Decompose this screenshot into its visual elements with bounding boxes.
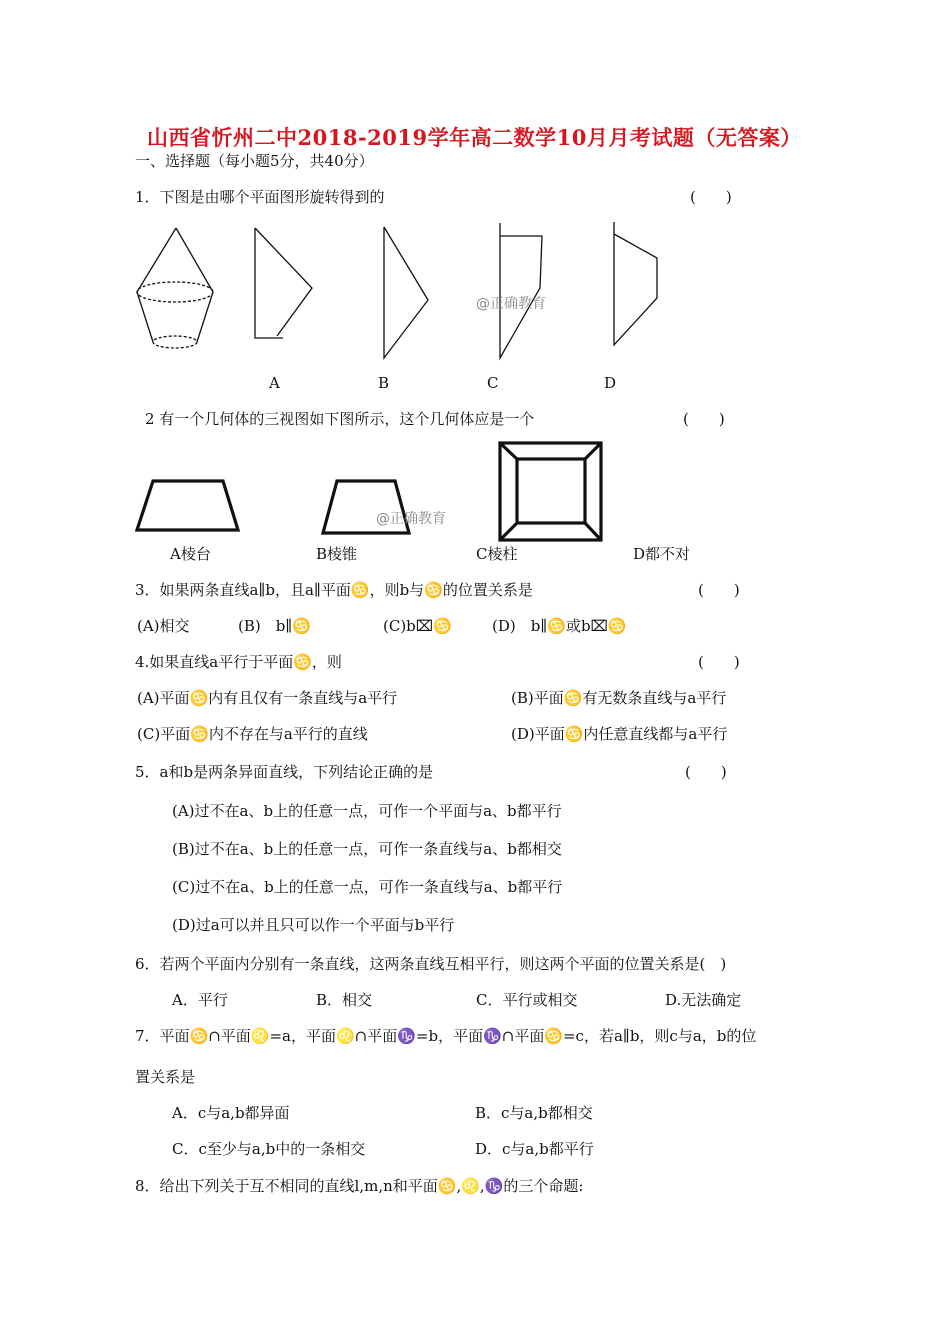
q6-option-c: C．平行或相交 bbox=[476, 991, 578, 1009]
q3-stem: 3．如果两条直线a∥b，且a∥平面♋，则b与♋的位置关系是 bbox=[135, 581, 533, 599]
q7-stem-line2: 置关系是 bbox=[135, 1068, 196, 1086]
q7-option-c: C．c至少与a,b中的一条相交 bbox=[172, 1140, 366, 1158]
q6-stem: 6．若两个平面内分别有一条直线，这两条直线互相平行，则这两个平面的位置关系是( ) bbox=[135, 955, 727, 973]
page-title: 山西省忻州二中2018-2019学年高二数学10月月考试题（无答案） bbox=[147, 125, 802, 150]
q6-option-d: D.无法确定 bbox=[665, 991, 742, 1009]
q3-option-a: (A)相交 bbox=[137, 617, 190, 635]
q7-option-a: A．c与a,b都异面 bbox=[172, 1104, 290, 1122]
q3-answer-paren: ( ) bbox=[698, 581, 740, 599]
top-view bbox=[500, 443, 601, 540]
q4-option-b: (B)平面♋有无数条直线与a平行 bbox=[511, 689, 727, 707]
q1-answer-paren: ( ) bbox=[690, 188, 732, 206]
q8-stem: 8．给出下列关于互不相同的直线l,m,n和平面♋,♌,♑的三个命题: bbox=[135, 1177, 584, 1195]
q4-stem: 4.如果直线a平行于平面♋，则 bbox=[135, 653, 342, 671]
q5-option-c: (C)过不在a、b上的任意一点，可作一条直线与a、b都平行 bbox=[172, 878, 563, 896]
q5-stem: 5．a和b是两条异面直线，下列结论正确的是 bbox=[135, 763, 434, 781]
q1-label-b: B bbox=[378, 374, 390, 392]
q7-option-b: B．c与a,b都相交 bbox=[475, 1104, 593, 1122]
q4-option-a: (A)平面♋内有且仅有一条直线与a平行 bbox=[137, 689, 398, 707]
q5-option-b: (B)过不在a、b上的任意一点，可作一条直线与a、b都相交 bbox=[172, 840, 562, 858]
front-view bbox=[137, 481, 238, 530]
q2-option-c: C棱柱 bbox=[476, 545, 518, 563]
q5-option-d: (D)过a可以并且只可以作一个平面与b平行 bbox=[172, 916, 455, 934]
watermark-2: @正确教育 bbox=[376, 511, 446, 527]
q2-stem: 2 有一个几何体的三视图如下图所示，这个几何体应是一个 bbox=[145, 410, 535, 428]
q2-option-d: D都不对 bbox=[633, 545, 691, 563]
q7-stem-line1: 7．平面♋∩平面♌=a，平面♌∩平面♑=b，平面♑∩平面♋=c，若a∥b，则c与a，b的位 bbox=[135, 1027, 757, 1045]
q1-stem: 1．下图是由哪个平面图形旋转得到的 bbox=[135, 188, 385, 206]
q2-three-views bbox=[0, 0, 950, 600]
q6-option-a: A．平行 bbox=[172, 991, 228, 1009]
q2-option-b: B棱锥 bbox=[316, 545, 358, 563]
watermark-1: @正确教育 bbox=[476, 296, 546, 312]
q3-option-c: (C)b⌧♋ bbox=[383, 617, 452, 635]
q2-answer-paren: ( ) bbox=[683, 410, 725, 428]
section-heading: 一、选择题（每小题5分，共40分） bbox=[135, 152, 374, 170]
q5-option-a: (A)过不在a、b上的任意一点，可作一个平面与a、b都平行 bbox=[172, 802, 562, 820]
q4-answer-paren: ( ) bbox=[698, 653, 740, 671]
q7-option-d: D．c与a,b都平行 bbox=[475, 1140, 594, 1158]
q4-option-c: (C)平面♋内不存在与a平行的直线 bbox=[137, 725, 368, 743]
q6-option-b: B．相交 bbox=[316, 991, 373, 1009]
q5-answer-paren: ( ) bbox=[685, 763, 727, 781]
q2-option-a: A棱台 bbox=[170, 545, 211, 563]
q4-option-d: (D)平面♋内任意直线都与a平行 bbox=[511, 725, 728, 743]
q1-label-a: A bbox=[269, 374, 280, 392]
q3-option-b: (B) b∥♋ bbox=[238, 617, 311, 635]
q1-label-c: C bbox=[487, 374, 499, 392]
q1-label-d: D bbox=[604, 374, 617, 392]
q3-option-d: (D) b∥♋或b⌧♋ bbox=[492, 617, 627, 635]
